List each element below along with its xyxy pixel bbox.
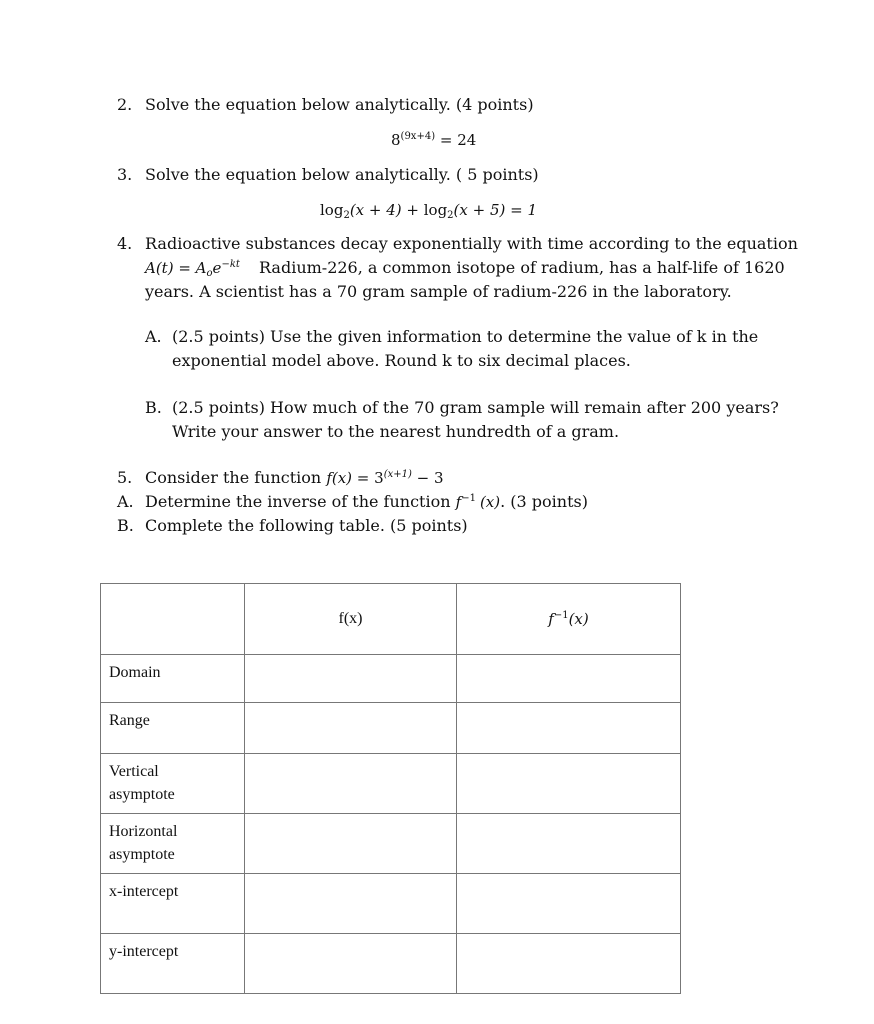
q4b-line1: (2.5 points) How much of the 70 gram sample will remain after 200 years? [172,398,779,417]
row-label-line1: Horizontal [109,823,178,840]
row-label-x-intercept: x-intercept [101,874,245,934]
table-header-row [101,584,681,655]
table-row [101,874,681,934]
q4a-label: A. [145,327,162,346]
table-row [101,754,681,814]
q3-log1-base: 2 [343,210,350,221]
q4-line2-text: Radium-226, a common isotope of radium, has a half-life of 1620 [259,258,785,277]
q3-arg2: (x + 5) = 1 [453,201,538,219]
q5a-sup: −1 [461,493,476,504]
answer-cell-fx-range [245,703,457,754]
table-row [101,934,681,994]
q2-equation [391,131,476,149]
q3-log2-base: 2 [447,210,454,221]
answer-cell-finv-y-intercept [457,934,681,994]
q4-formula-lhs: A(t) = A [145,259,207,277]
q2-eq-base: 8 [391,131,401,149]
q4a-line1: (2.5 points) Use the given information to determine the value of k in the [172,327,759,346]
q5-number: 5. [117,468,133,487]
q3-equation [320,201,537,219]
q3-text: Solve the equation below analytically. ( 5 points) [145,165,539,184]
q5-func: f(x) = [326,469,375,487]
row-label-domain: Domain [101,655,245,703]
q4-line3: years. A scientist has a 70 gram sample of radium-226 in the laboratory. [145,282,732,301]
q5a-func-arg: (x) [479,493,501,511]
answer-cell-fx-vertical-asymptote [245,754,457,814]
table-header-finv-f: f [548,610,554,628]
q5a-label: A. [117,492,134,511]
answer-cell-fx-horizontal-asymptote [245,814,457,874]
table-row [101,814,681,874]
q3-number: 3. [117,165,133,184]
function-table [100,583,681,994]
row-label-y-intercept: y-intercept [101,934,245,994]
table-row [101,655,681,703]
q5b-text: Complete the following table. (5 points) [145,516,468,535]
answer-cell-finv-vertical-asymptote [457,754,681,814]
row-label-horizontal-asymptote [101,814,245,874]
q4a-line2: exponential model above. Round k to six decimal places. [172,351,631,370]
q5-line [145,466,444,490]
row-label-line2: asymptote [109,846,175,863]
q4-formula-exp: −kt [221,259,240,270]
q4-formula-sub: o [206,268,213,279]
q5a-func: f [455,493,462,511]
answer-cell-finv-x-intercept [457,874,681,934]
q3-arg1: (x + 4) + [349,201,424,219]
q4-line1: Radioactive substances decay exponentially with time according to the equation [145,234,798,253]
q4-formula [145,259,240,277]
answer-cell-fx-y-intercept [245,934,457,994]
row-label-line1: Vertical [109,763,159,780]
q5-exp: (x+1) [383,469,412,480]
q2-eq-exponent: (9x+4) [400,131,436,142]
row-label-range: Range [101,703,245,754]
table-corner-cell [101,584,245,655]
answer-cell-finv-range [457,703,681,754]
q2-eq-rhs: = 24 [435,131,477,149]
table-header-finv-sup: −1 [553,610,569,621]
q2-number: 2. [117,95,133,114]
q3-log1: log [320,201,344,219]
table-header-fx: f(x) [245,584,457,655]
row-label-vertical-asymptote [101,754,245,814]
answer-cell-fx-x-intercept [245,874,457,934]
q4-line2 [145,256,785,280]
answer-cell-fx-domain [245,655,457,703]
q4b-label: B. [145,398,162,417]
answer-cell-finv-domain [457,655,681,703]
q4-formula-e: e [212,259,222,277]
table-header-finv-arg: (x) [568,610,589,628]
q5b-label: B. [117,516,134,535]
q5-base: 3 [374,469,384,487]
table-row [101,703,681,754]
q5a-tail: . (3 points) [500,492,588,511]
q5-text: Consider the function [145,468,327,487]
q4b-line2: Write your answer to the nearest hundredth of a gram. [172,422,620,441]
q5a-line [145,490,588,514]
q4-number: 4. [117,234,133,253]
q5-tail: − 3 [411,469,444,487]
q2-text: Solve the equation below analytically. (4 points) [145,95,534,114]
table-header-finv [457,584,681,655]
q5a-text: Determine the inverse of the function [145,492,456,511]
row-label-line2: asymptote [109,786,175,803]
q3-log2: log [423,201,448,219]
answer-cell-finv-horizontal-asymptote [457,814,681,874]
